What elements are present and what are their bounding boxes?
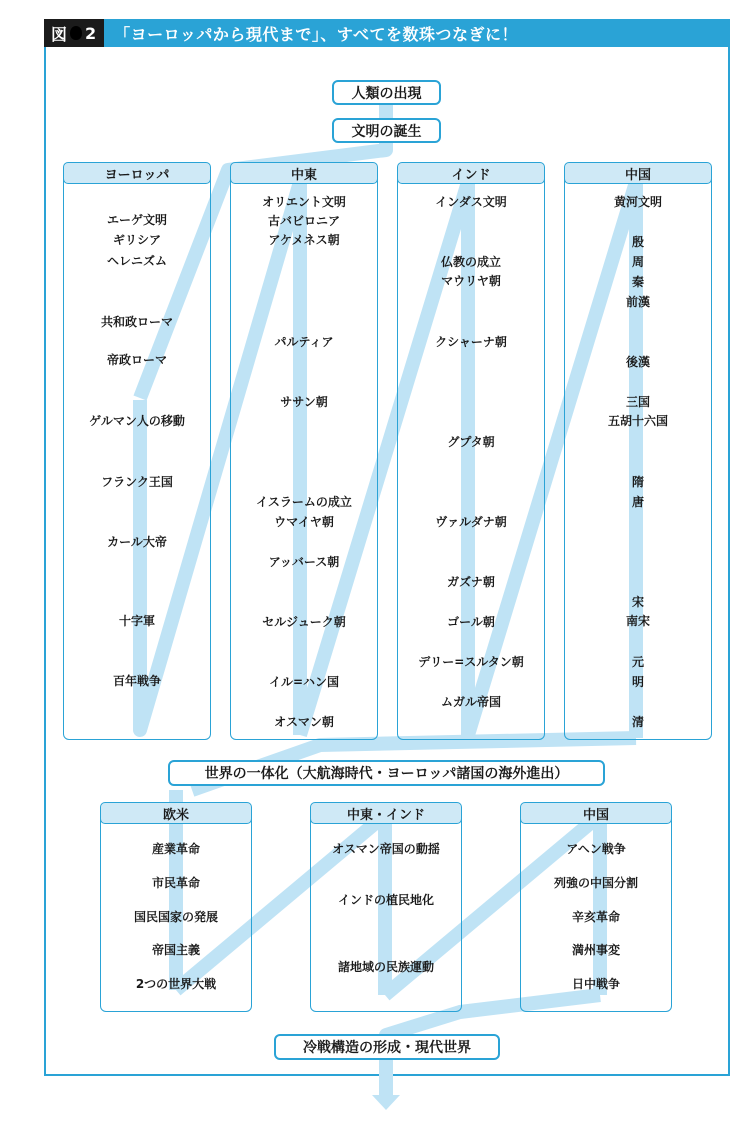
india-item: ガズナ朝 [447,575,495,589]
stage-modern: 冷戦構造の形成・現代世界 [274,1034,500,1060]
figure-label: 図 2 [44,19,104,47]
europe-item: 帝政ローマ [106,353,168,367]
india-item: ゴール朝 [447,615,495,629]
stage-civilization: 文明の誕生 [332,118,441,143]
column-mideast [230,163,378,740]
west-item: 帝国主義 [151,943,201,957]
west-item: 市民革命 [151,876,201,890]
europe-item: ゲルマン人の移動 [89,414,185,428]
china-item: 唐 [631,495,645,509]
china-modern-item: 満州事変 [571,943,621,957]
west-item: 2つの世界大戦 [135,977,217,991]
flow-arrowhead [372,1095,400,1110]
india-item: グプタ朝 [447,435,495,449]
china-item: 三国 [625,395,651,409]
china-item: 周 [631,255,645,269]
mideast-item: アッバース朝 [268,555,340,569]
india-item: クシャーナ朝 [435,335,507,349]
mideast-item: イスラームの成立 [256,495,352,509]
europe-item: ギリシア [112,233,162,247]
europe-item: 共和政ローマ [100,315,174,329]
mideast-item: 古バビロニア [267,214,341,228]
china-item: 元 [631,655,645,669]
china-modern-item: アヘン戦争 [566,842,626,856]
india-item: インダス文明 [435,195,507,209]
mideast-item: イル=ハン国 [268,675,340,689]
column-india-heading: インド [397,162,545,184]
europe-item: フランク王国 [101,475,173,489]
west-item: 産業革命 [151,842,201,856]
china-modern-item: 日中戦争 [571,977,621,991]
europe-item: 百年戦争 [112,674,162,688]
mideast-india-item: インドの植民地化 [337,893,435,907]
mideast-india-item: 諸地域の民族運動 [337,960,435,974]
china-item: 秦 [631,275,645,289]
mideast-item: セルジューク朝 [262,615,346,629]
figure-title: 「ヨーロッパから現代まで」、すべてを数珠つなぎに！ [114,24,519,44]
stage-origin: 人類の出現 [332,80,441,105]
europe-item: カール大帝 [107,535,167,549]
column-mideast-india-heading: 中東・インド [310,802,462,824]
mideast-item: ウマイヤ朝 [274,515,334,529]
china-item: 五胡十六国 [607,414,669,428]
india-item: ヴァルダナ朝 [435,515,507,529]
india-item: 仏教の成立 [440,255,502,269]
stage-unification: 世界の一体化（大航海時代・ヨーロッパ諸国の海外進出） [168,760,605,786]
column-china-modern-heading: 中国 [520,802,672,824]
column-europe-heading: ヨーロッパ [63,162,211,184]
column-china-heading: 中国 [564,162,712,184]
europe-item: 十字軍 [118,614,156,628]
india-item: ムガル帝国 [440,695,502,709]
china-item: 明 [631,675,645,689]
china-item: 殷 [631,235,645,249]
column-west-heading: 欧米 [100,802,252,824]
mideast-item: オリエント文明 [262,195,346,209]
west-item: 国民国家の発展 [133,910,219,924]
mideast-item: アケメネス朝 [268,233,340,247]
mideast-item: オスマン朝 [274,715,334,729]
china-item: 清 [631,715,645,729]
china-item: 南宋 [625,614,651,628]
china-item: 宋 [631,595,645,609]
china-item: 前漢 [625,295,651,309]
china-item: 黄河文明 [613,195,663,209]
column-europe [63,163,211,740]
column-mideast-heading: 中東 [230,162,378,184]
china-modern-item: 列強の中国分割 [553,876,639,890]
mideast-item: パルティア [274,335,334,349]
europe-item: ヘレニズム [106,254,168,268]
india-item: マウリヤ朝 [441,274,501,288]
china-modern-item: 辛亥革命 [571,910,621,924]
china-item: 後漢 [625,355,651,369]
mideast-item: ササン朝 [280,395,328,409]
mideast-india-item: オスマン帝国の動揺 [332,842,440,856]
india-item: デリー=スルタン朝 [418,655,524,669]
europe-item: エーゲ文明 [106,213,168,227]
china-item: 隋 [631,475,645,489]
